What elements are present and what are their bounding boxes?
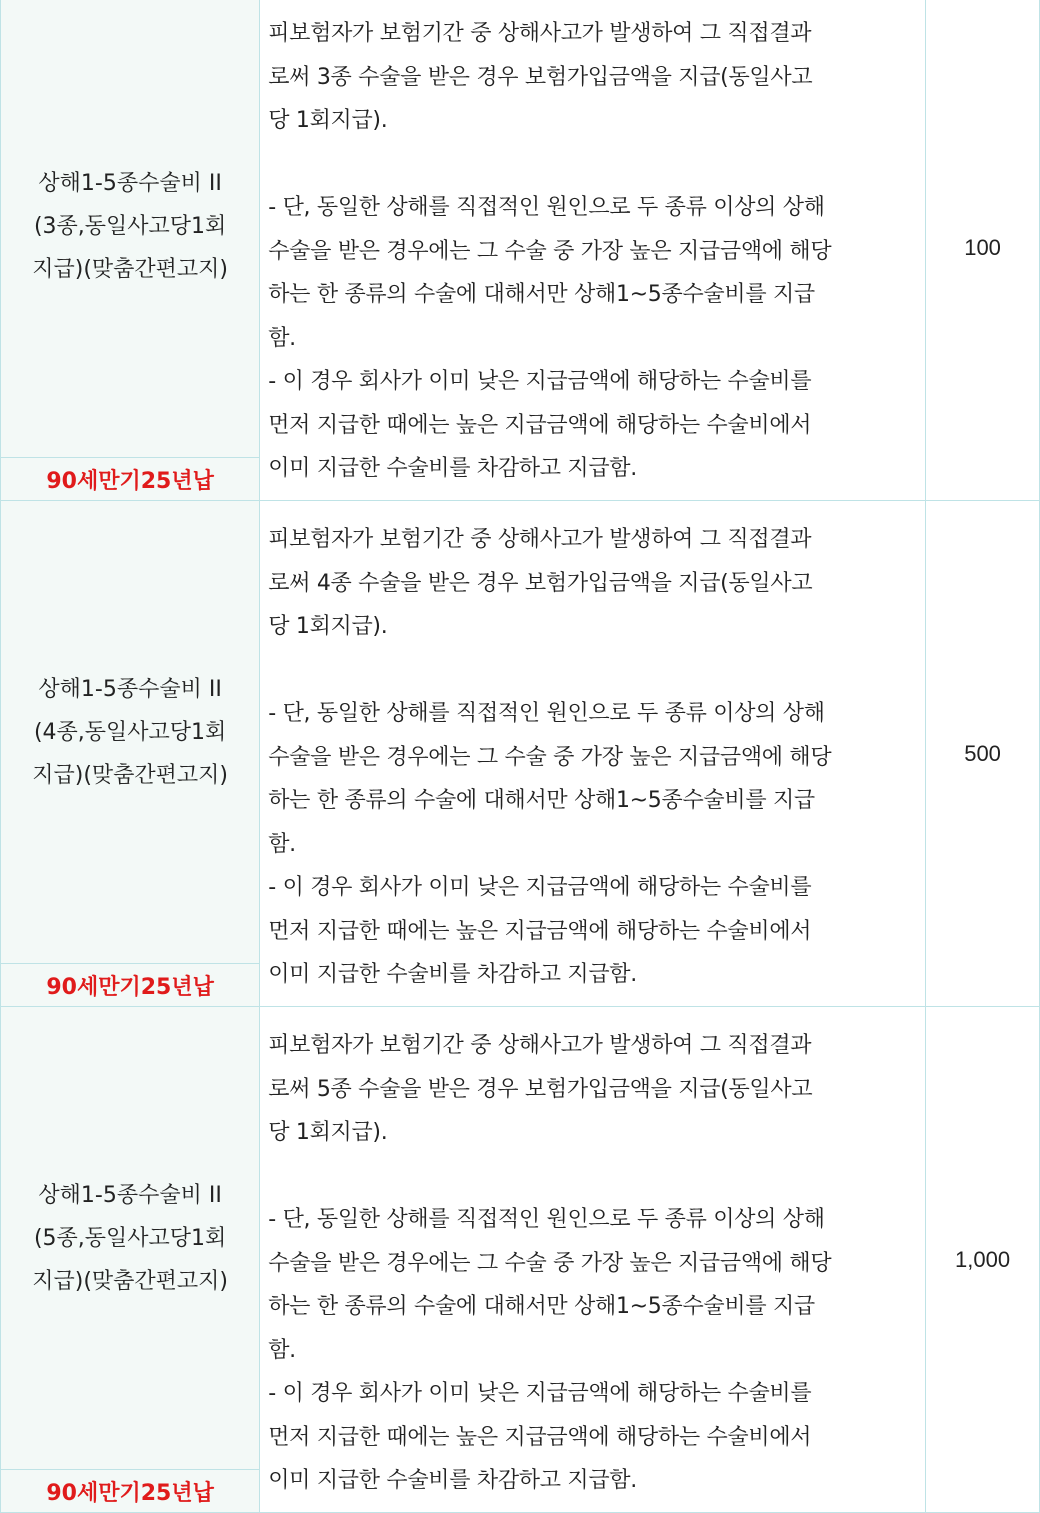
coverage-amount: 500 — [964, 740, 1001, 766]
coverage-amount: 1,000 — [955, 1246, 1011, 1272]
description-line: - 이 경우 회사가 이미 낮은 지급금액에 해당하는 수술비를 — [268, 875, 812, 901]
coverage-description — [260, 509, 925, 1006]
description-line: - 이 경우 회사가 이미 낮은 지급금액에 해당하는 수술비를 — [268, 369, 812, 395]
description-line: - 단, 동일한 상해를 직접적인 원인으로 두 종류 이상의 상해 — [268, 701, 825, 727]
description-line: 이미 지급한 수술비를 차감하고 지급함. — [268, 1468, 637, 1494]
description-line: 피보험자가 보험기간 중 상해사고가 발생하여 그 직접결과 — [268, 21, 812, 47]
coverage-amount-cell — [926, 0, 1040, 501]
description-line: - 단, 동일한 상해를 직접적인 원인으로 두 종류 이상의 상해 — [268, 195, 825, 221]
coverage-description — [260, 3, 925, 500]
coverage-row — [1, 501, 1040, 1007]
description-line: 함. — [268, 325, 296, 351]
description-line: 수술을 받은 경우에는 그 수술 중 가장 높은 지급금액에 해당 — [268, 744, 832, 770]
description-line — [268, 649, 915, 693]
description-line — [268, 143, 915, 187]
description-line: 피보험자가 보험기간 중 상해사고가 발생하여 그 직접결과 — [268, 527, 812, 553]
description-line: - 이 경우 회사가 이미 낮은 지급금액에 해당하는 수술비를 — [268, 1381, 812, 1407]
description-line: 수술을 받은 경우에는 그 수술 중 가장 높은 지급금액에 해당 — [268, 238, 832, 264]
description-line: 당 1회지급). — [268, 1120, 388, 1146]
coverage-description-cell — [260, 0, 926, 501]
description-line: 로써 5종 수술을 받은 경우 보험가입금액을 지급(동일사고 — [268, 1076, 813, 1102]
description-line — [268, 1155, 915, 1199]
coverage-description-cell — [260, 1007, 926, 1513]
description-line: 하는 한 종류의 수술에 대해서만 상해1~5종수술비를 지급 — [268, 282, 815, 308]
coverage-description-cell — [260, 501, 926, 1007]
description-line: 로써 4종 수술을 받은 경우 보험가입금액을 지급(동일사고 — [268, 570, 813, 596]
description-line: 먼저 지급한 때에는 높은 지급금액에 해당하는 수술비에서 — [268, 412, 812, 438]
coverage-name-cell — [1, 501, 260, 1007]
description-line: 이미 지급한 수술비를 차감하고 지급함. — [268, 962, 637, 988]
description-line: 하는 한 종류의 수술에 대해서만 상해1~5종수술비를 지급 — [268, 788, 815, 814]
coverage-name-cell — [1, 1007, 260, 1513]
coverage-amount-cell — [926, 1007, 1040, 1513]
coverage-amount-cell — [926, 501, 1040, 1007]
coverage-term-tag: 90세만기25년납 — [1, 457, 259, 500]
coverage-term-tag: 90세만기25년납 — [1, 1469, 259, 1512]
description-line: 하는 한 종류의 수술에 대해서만 상해1~5종수술비를 지급 — [268, 1294, 815, 1320]
description-line: 먼저 지급한 때에는 높은 지급금액에 해당하는 수술비에서 — [268, 1424, 812, 1450]
description-line: 함. — [268, 831, 296, 857]
description-line: 당 1회지급). — [268, 614, 388, 640]
description-line: - 단, 동일한 상해를 직접적인 원인으로 두 종류 이상의 상해 — [268, 1207, 825, 1233]
coverage-name: 상해1-5종수술비 II (3종,동일사고당1회 지급)(맞춤간편고지) — [32, 170, 228, 282]
coverage-row — [1, 1007, 1040, 1513]
coverage-amount: 100 — [964, 234, 1001, 260]
coverage-name: 상해1-5종수술비 II (4종,동일사고당1회 지급)(맞춤간편고지) — [32, 676, 228, 788]
coverage-term-tag: 90세만기25년납 — [1, 963, 259, 1006]
coverage-name: 상해1-5종수술비 II (5종,동일사고당1회 지급)(맞춤간편고지) — [32, 1182, 228, 1294]
description-line: 피보험자가 보험기간 중 상해사고가 발생하여 그 직접결과 — [268, 1033, 812, 1059]
description-line: 당 1회지급). — [268, 108, 388, 134]
description-line: 수술을 받은 경우에는 그 수술 중 가장 높은 지급금액에 해당 — [268, 1250, 832, 1276]
coverage-row — [1, 0, 1040, 501]
description-line: 이미 지급한 수술비를 차감하고 지급함. — [268, 456, 637, 482]
description-line: 로써 3종 수술을 받은 경우 보험가입금액을 지급(동일사고 — [268, 64, 813, 90]
description-line: 먼저 지급한 때에는 높은 지급금액에 해당하는 수술비에서 — [268, 918, 812, 944]
coverage-description — [260, 1015, 925, 1512]
coverage-table-body — [1, 0, 1040, 1513]
coverage-name-cell — [1, 0, 260, 501]
description-line: 함. — [268, 1337, 296, 1363]
